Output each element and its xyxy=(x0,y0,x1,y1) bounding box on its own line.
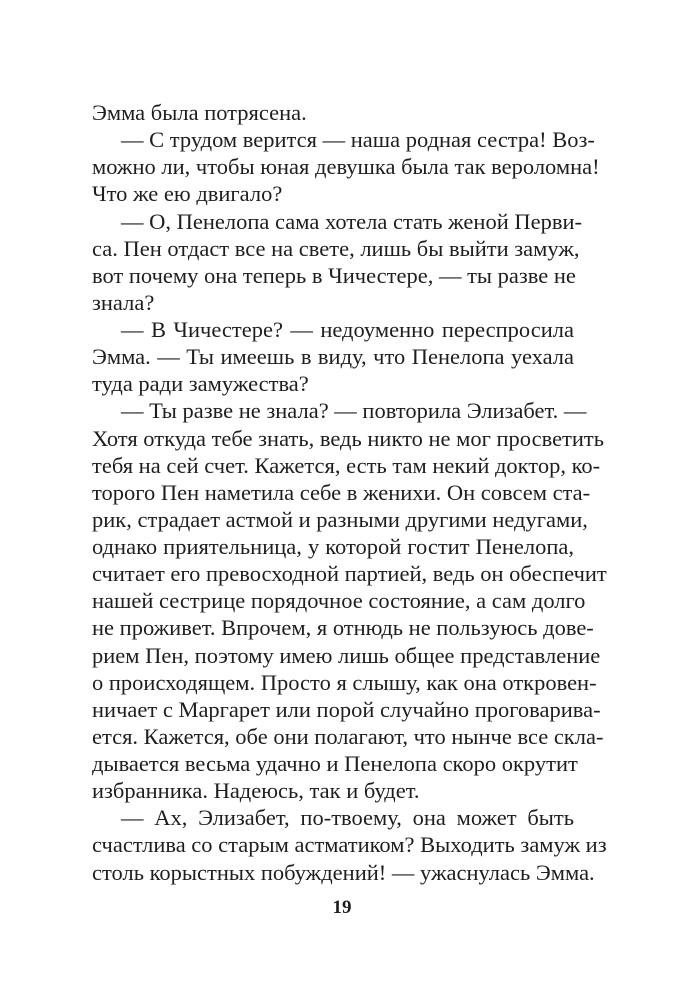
text-line: столь корыстных побуждений! — ужаснулась Эмма. xyxy=(92,859,595,885)
text-line: однако приятельница, у которой гостит Пенелопа, xyxy=(92,534,574,559)
text-line: считает его превосходной партией, ведь он обеспечит xyxy=(92,561,607,587)
text-line: знала? xyxy=(92,289,155,315)
text-line: — О, Пенелопа сама хотела стать женой Перви- xyxy=(121,208,583,234)
text-line: ется. Кажется, обе они полагают, что нынче все скла- xyxy=(92,723,604,749)
text-line: туда ради замужества? xyxy=(92,371,309,397)
text-line: не проживет. Впрочем, я отнюдь не пользуюсь дове- xyxy=(92,615,594,641)
text-line: — С трудом верится — наша родная сестра! Воз- xyxy=(121,127,595,153)
text-line: рием Пен, поэтому имею лишь общее представление xyxy=(92,642,601,668)
text-line: Хотя откуда тебе знать, ведь никто не мог просветить xyxy=(92,425,605,451)
text-line: — Ты разве не знала? — повторила Элизабет. — xyxy=(121,398,587,424)
text-line: счастлива со старым астматиком? Выходить замуж из xyxy=(92,832,607,858)
book-page-text xyxy=(92,99,607,886)
text-line: дывается весьма удачно и Пенелопа скоро окрутит xyxy=(92,751,578,776)
text-line: нашей сестрице порядочное состояние, а сам долго xyxy=(92,588,586,614)
page-number: 19 xyxy=(332,897,352,918)
text-line: Что же ею двигало? xyxy=(92,181,283,207)
text-line: можно ли, чтобы юная девушка была так вероломна! xyxy=(92,154,600,180)
text-line: — Ах, Элизабет, по-твоему, она может быть xyxy=(121,805,574,831)
text-line: торого Пен наметила себе в женихи. Он совсем ста- xyxy=(92,479,591,505)
text-line: вот почему она теперь в Чичестере, — ты разве не xyxy=(92,262,576,288)
text-line: тебя на сей счет. Кажется, есть там некий доктор, ко- xyxy=(92,452,601,478)
text-line: — В Чичестере? — недоуменно переспросила xyxy=(121,317,574,342)
text-line: са. Пен отдаст все на свете, лишь бы выйти замуж, xyxy=(92,235,580,261)
text-line: Эмма была потрясена. xyxy=(92,100,307,125)
text-line: Эмма. — Ты имеешь в виду, что Пенелопа уехала xyxy=(92,344,574,370)
text-line: избранника. Надеюсь, так и будет. xyxy=(92,778,420,804)
text-line: о происходящем. Просто я слышу, как она откровен- xyxy=(92,669,597,695)
text-line: рик, страдает астмой и разными другими недугами, xyxy=(92,506,588,532)
text-line: ничает с Маргарет или порой случайно проговарива- xyxy=(92,696,601,722)
